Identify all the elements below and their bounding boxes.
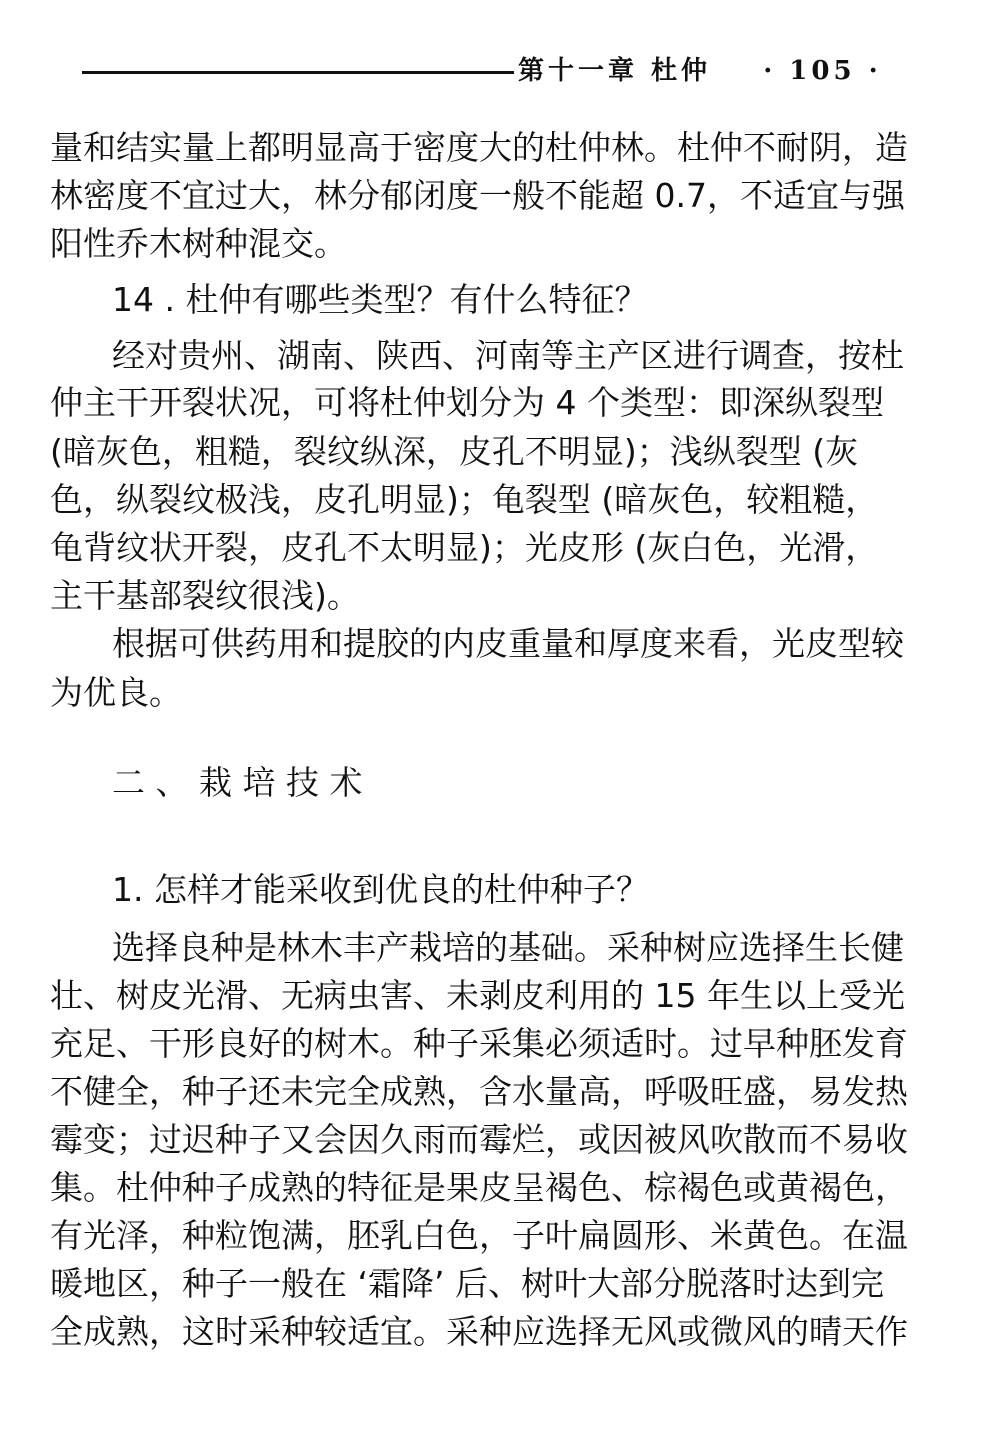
text-line: 全成熟，这时采种较适宜。采种应选择无风或微风的晴天作 (50, 1312, 908, 1351)
text-line: 量和结实量上都明显高于密度大的杜仲林。杜仲不耐阴，造 (50, 128, 908, 167)
page-number: · 105 · (763, 56, 882, 86)
text-line: 暖地区，种子一般在 ‘霜降’ 后、树叶大部分脱落时达到完 (50, 1264, 884, 1303)
text-line: 壮、树皮光滑、无病虫害、未剥皮利用的 15 年生以上受光 (50, 976, 905, 1015)
text-line: 充足、干形良好的树木。种子采集必须适时。过早种胚发育 (50, 1024, 908, 1063)
text-line: 有光泽，种粒饱满，胚乳白色，子叶扁圆形、米黄色。在温 (50, 1216, 908, 1255)
text-line: 阳性乔木树种混交。 (50, 224, 347, 263)
text-line: 色，纵裂纹极浅，皮孔明显)；龟裂型 (暗灰色，较粗糙， (50, 480, 879, 519)
text-line: 龟背纹状开裂，皮孔不太明显)；光皮形 (灰白色，光滑， (50, 528, 879, 567)
running-header (82, 48, 881, 88)
text-line: 选择良种是林木丰产栽培的基础。采种树应选择生长健 (112, 928, 904, 967)
question-heading: 1. 怎样才能采收到优良的杜仲种子？ (112, 870, 649, 909)
header-rule (82, 71, 514, 74)
question-heading: 14 . 杜仲有哪些类型？有什么特征？ (112, 280, 648, 319)
text-line: 经对贵州、湖南、陕西、河南等主产区进行调查，按杜 (112, 336, 904, 375)
text-line: 霉变；过迟种子又会因久雨而霉烂，或因被风吹散而不易收 (50, 1120, 908, 1159)
text-line: 林密度不宜过大，林分郁闭度一般不能超 0.7，不适宜与强 (50, 176, 905, 215)
text-line: 不健全，种子还未完全成熟，含水量高，呼吸旺盛，易发热 (50, 1072, 908, 1111)
text-line: 集。杜仲种子成熟的特征是果皮呈褐色、棕褐色或黄褐色， (50, 1168, 908, 1207)
header-text (518, 50, 882, 87)
chapter-title: 第十一章 杜仲 (518, 56, 712, 86)
text-line: 主干基部裂纹很浅)。 (50, 576, 360, 615)
section-heading: 二 、 栽 培 技 术 (112, 763, 363, 802)
text-line: 为优良。 (50, 673, 182, 712)
text-line: (暗灰色，粗糙，裂纹纵深，皮孔不明显)；浅纵裂型 (灰 (50, 432, 859, 471)
text-line: 根据可供药用和提胶的内皮重量和厚度来看，光皮型较 (112, 624, 904, 663)
text-line: 仲主干开裂状况，可将杜仲划分为 4 个类型：即深纵裂型 (50, 383, 884, 422)
